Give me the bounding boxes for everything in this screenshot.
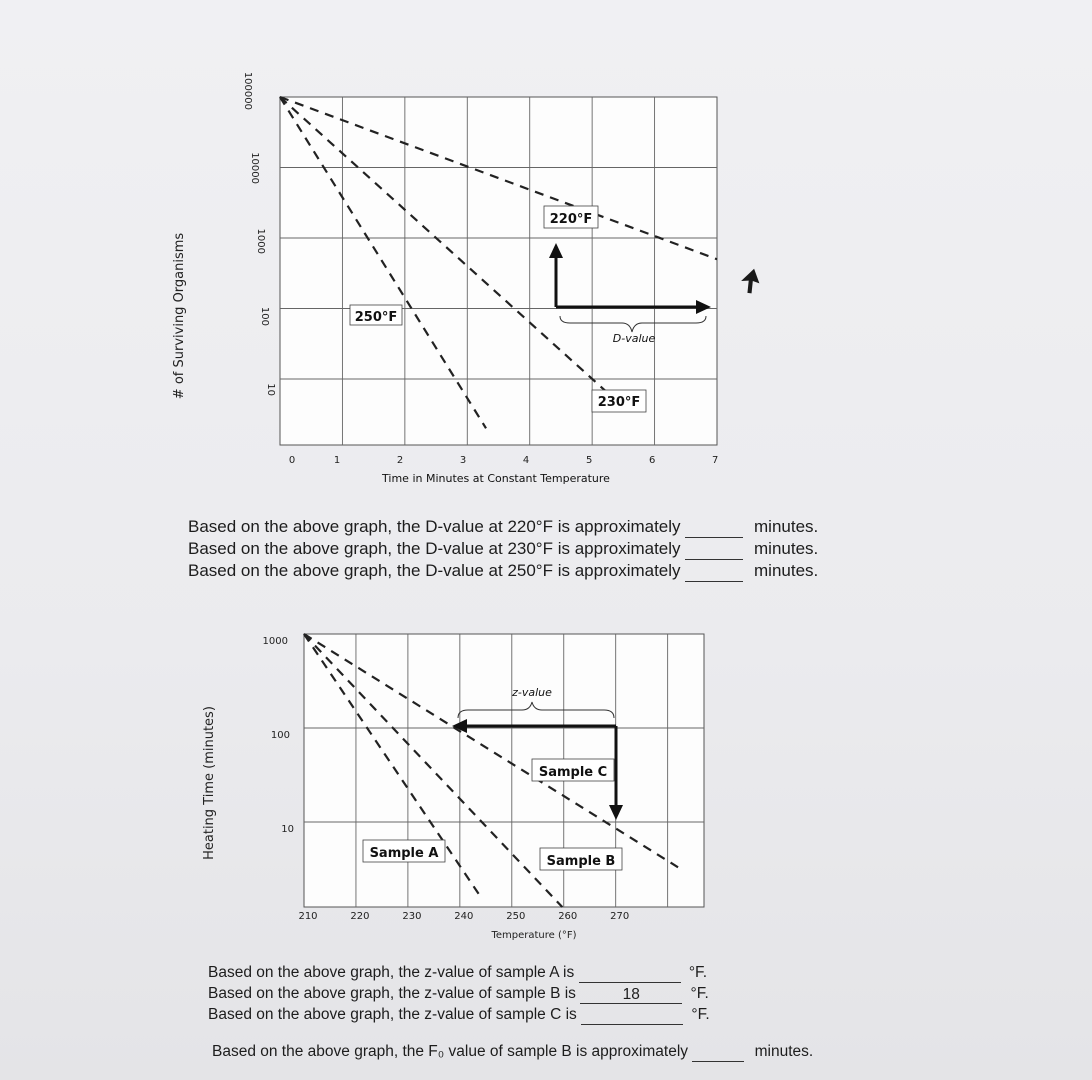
d-value-label: D-value xyxy=(612,332,656,345)
chart2-x-tick: 240 xyxy=(454,911,474,922)
chart1-x-tick: 0 xyxy=(288,455,296,466)
chart1-x-tick: 3 xyxy=(459,455,467,466)
label-sample-b: Sample B xyxy=(546,854,616,869)
label-220f: 220°F xyxy=(549,212,593,227)
chart1-x-tick: 1 xyxy=(333,455,341,466)
chart2-x-tick: 230 xyxy=(402,911,422,922)
chart2-x-tick: 260 xyxy=(558,911,578,922)
chart2-x-ticks xyxy=(298,911,629,922)
question-d-220: Based on the above graph, the D-value at 220°F is approximately minutes. xyxy=(188,517,819,536)
chart2-x-tick: 270 xyxy=(610,911,630,922)
chart1-y-tick: 10 xyxy=(265,383,276,396)
question-z-a: Based on the above graph, the z-value of sample A is °F. xyxy=(208,964,708,981)
chart2-x-tick: 210 xyxy=(298,911,318,922)
chart2-y-ticks xyxy=(263,636,294,835)
question-d-250: Based on the above graph, the D-value at 250°F is approximately minutes. xyxy=(188,561,819,580)
chart1-x-tick: 4 xyxy=(522,455,530,466)
chart2-x-tick: 220 xyxy=(350,911,370,922)
label-sample-a: Sample A xyxy=(369,846,439,861)
answer-field-d230[interactable] xyxy=(685,542,743,560)
z-value-label: z-value xyxy=(512,686,552,699)
chart1-y-tick: 100000 xyxy=(242,71,253,110)
label-250f: 250°F xyxy=(354,310,398,325)
chart1-plot-area xyxy=(280,97,717,445)
chart2-x-axis-label: Temperature (°F) xyxy=(491,930,577,941)
chart1-y-ticks xyxy=(242,72,276,396)
chart1-x-axis-label: Time in Minutes at Constant Temperature xyxy=(382,472,610,485)
answer-field-zb[interactable]: 18 xyxy=(580,986,682,1004)
chart1-grid xyxy=(280,97,717,445)
question-z-c: Based on the above graph, the z-value of sample C is °F. xyxy=(208,1006,710,1023)
answer-field-d220[interactable] xyxy=(685,520,743,538)
answer-field-d250[interactable] xyxy=(685,564,743,582)
chart2-y-tick: 1000 xyxy=(262,636,288,647)
z-value-questions xyxy=(208,962,710,1025)
d-value-chart xyxy=(160,71,740,500)
chart2-grid xyxy=(304,634,704,907)
chart1-x-tick: 5 xyxy=(585,455,593,466)
answer-field-zc[interactable] xyxy=(581,1007,683,1025)
chart1-x-tick: 2 xyxy=(396,455,404,466)
chart1-y-axis-label: # of Surviving Organisms xyxy=(172,232,187,400)
chart2-y-tick: 10 xyxy=(281,824,294,835)
chart1-y-tick: 1000 xyxy=(255,228,266,254)
chart2-y-axis-label: Heating Time (minutes) xyxy=(202,706,217,860)
chart1-x-tick: 7 xyxy=(712,455,719,466)
answer-field-za[interactable] xyxy=(579,965,681,983)
answer-field-f0[interactable] xyxy=(692,1044,744,1062)
d-value-questions xyxy=(188,516,818,582)
chart1-x-tick: 6 xyxy=(648,455,656,466)
question-d-230: Based on the above graph, the D-value at 230°F is approximately minutes. xyxy=(188,539,819,558)
z-value-chart xyxy=(180,620,740,950)
question-f0-b: Based on the above graph, the F₀ value of sample B is approximately minutes. xyxy=(212,1043,814,1060)
chart1-x-ticks xyxy=(289,455,719,466)
chart1-y-tick: 100 xyxy=(259,306,270,326)
label-sample-c: Sample C xyxy=(538,765,608,780)
question-z-b: Based on the above graph, the z-value of sample B is 18 °F. xyxy=(208,985,709,1003)
chart2-plot-area xyxy=(304,634,704,907)
chart1-y-tick: 10000 xyxy=(249,152,260,184)
chart2-y-tick: 100 xyxy=(270,730,290,741)
label-230f: 230°F xyxy=(597,395,641,410)
mouse-cursor-icon xyxy=(738,262,766,296)
chart2-x-tick: 250 xyxy=(506,911,526,922)
